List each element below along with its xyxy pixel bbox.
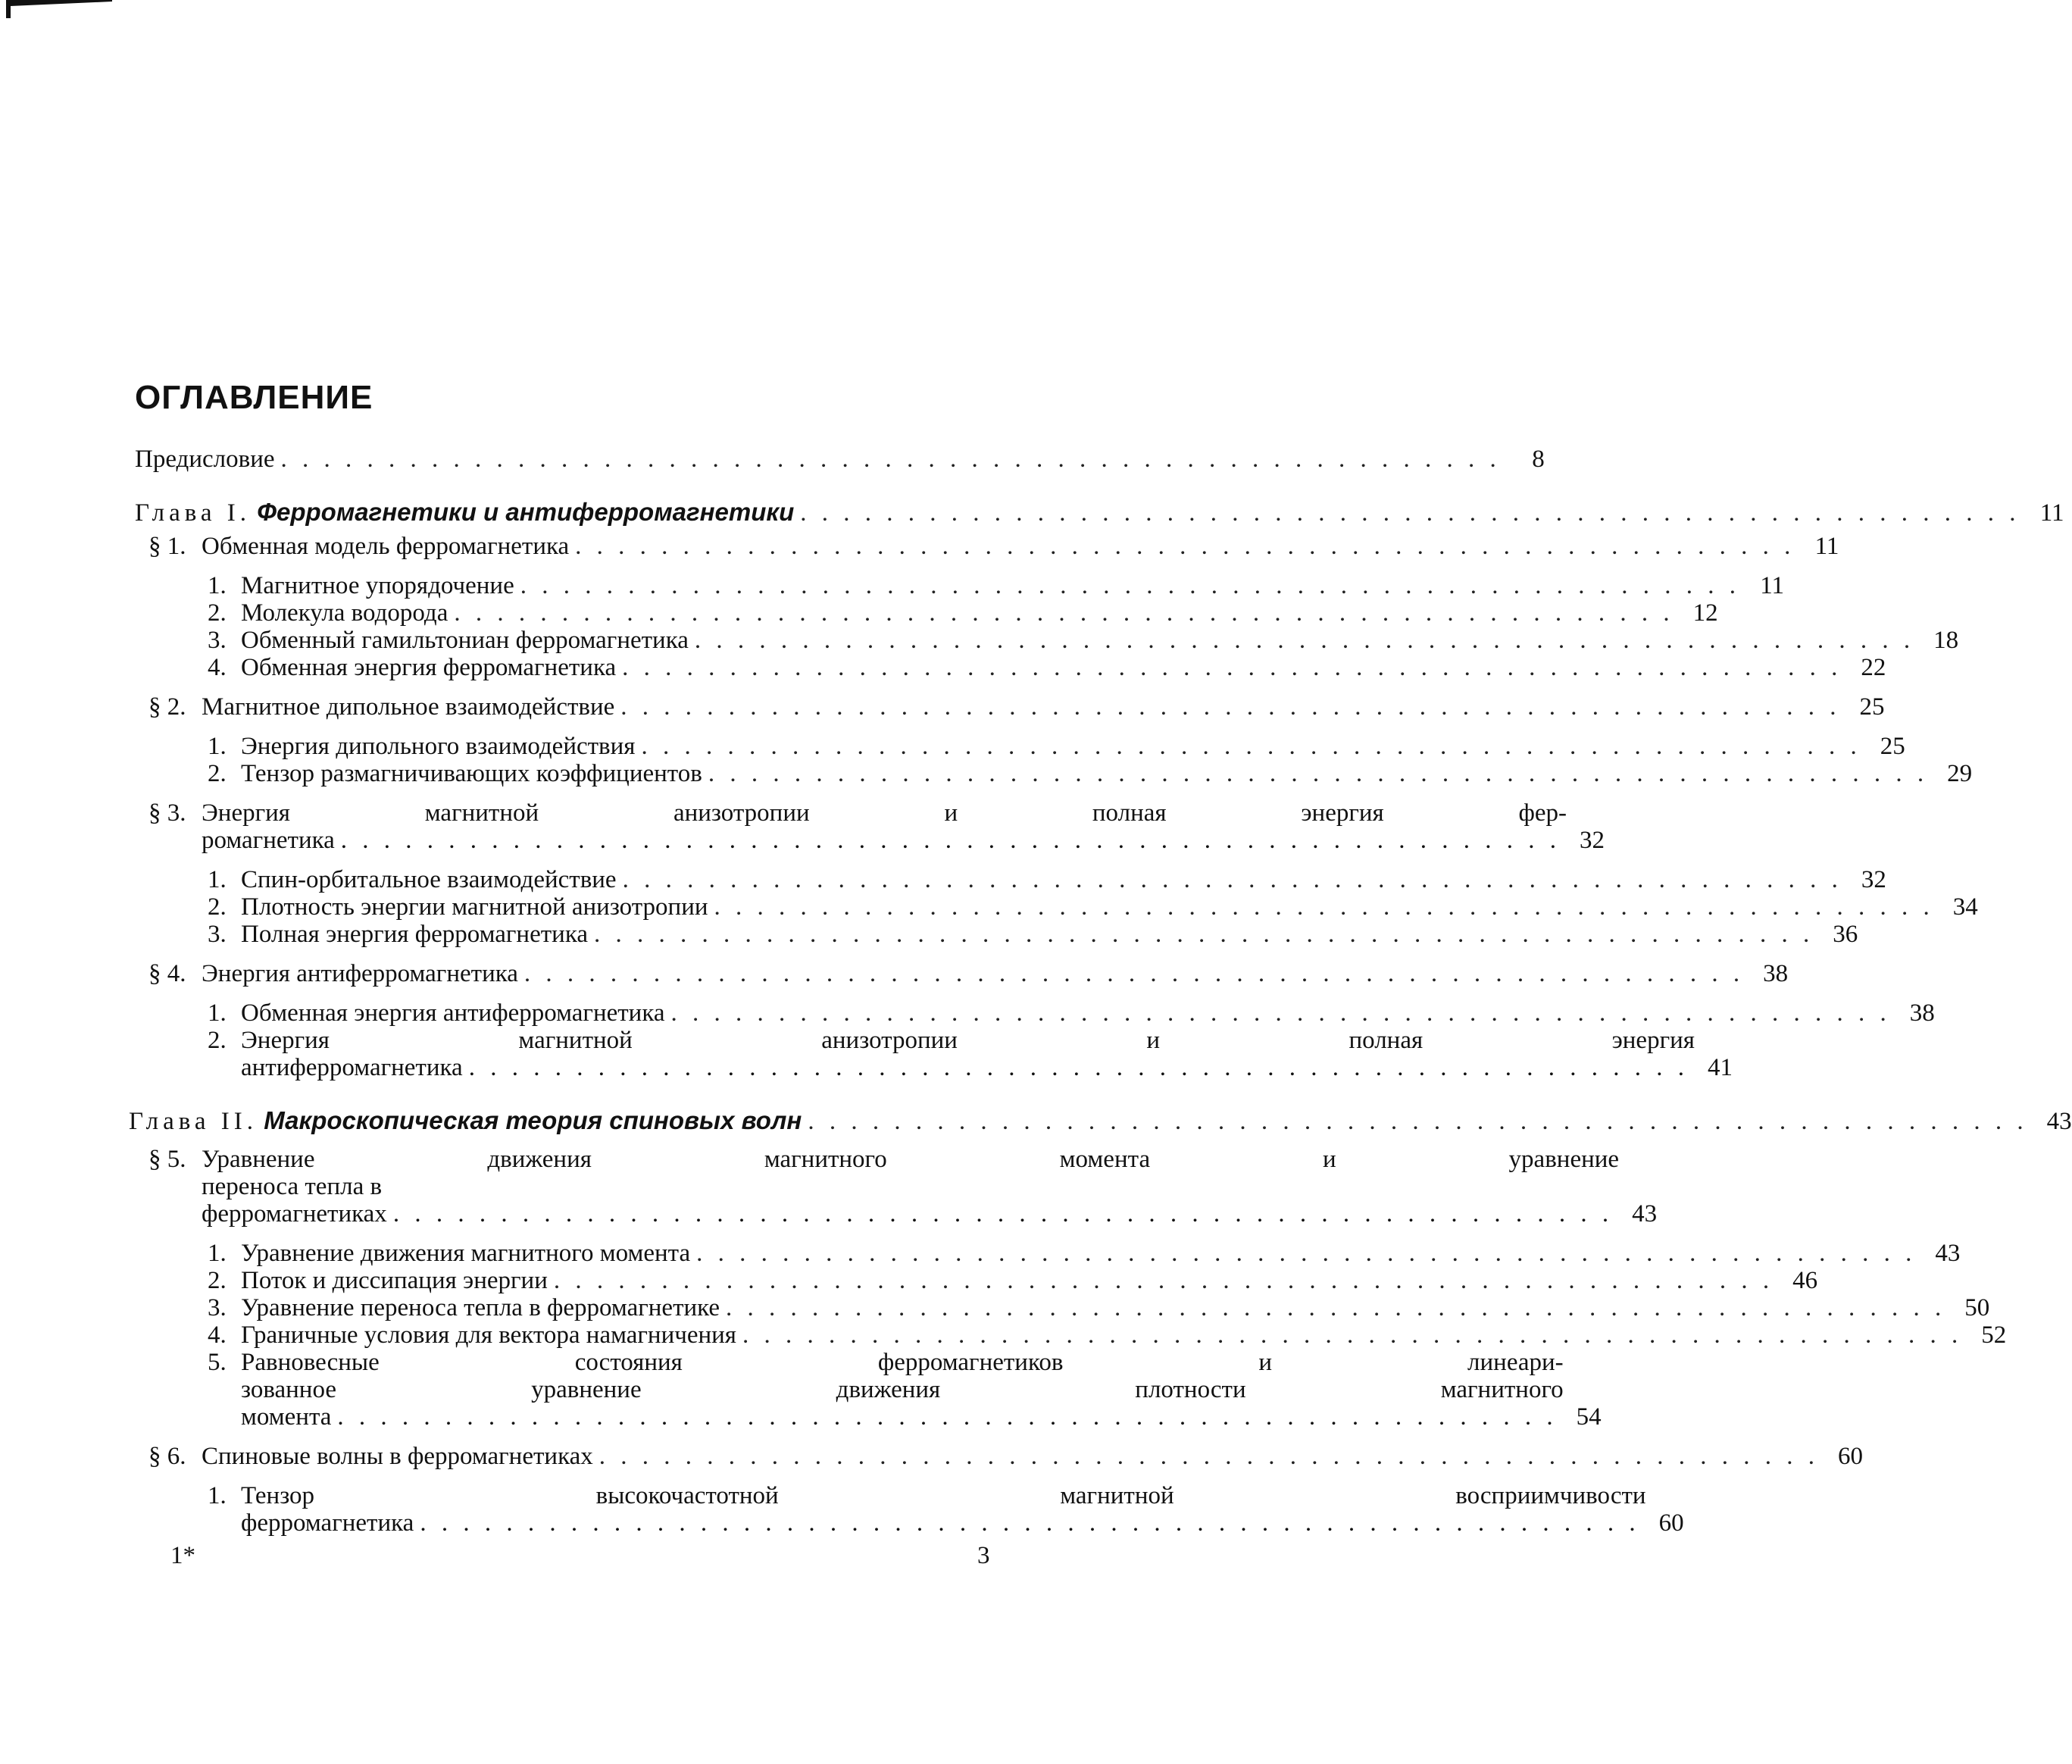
dot-leader: . . . . . . . . . . . . . . . . . . . . . . . . . . . . . . . . . . . . . . . . . . . . . . . . . . . . . . . . . [620,693,1841,721]
page-number: 38 [1909,999,1935,1027]
toc-item[interactable]: 1. Обменная энергия антиферромагнетика . . . . . . . . . . . . . . . . . . . . . . . . . . . . . . . . . . . . . . . . . . . . . . . . . . . . . . . . . 38 [208,999,1935,1027]
dot-leader: . . . . . . . . . . . . . . . . . . . . . . . . . . . . . . . . . . . . . . . . . . . . . . . . . . . . . . . . . [594,921,1814,948]
corner-scan-mark [6,0,112,20]
dot-leader: . . . . . . . . . . . . . . . . . . . . . . . . . . . . . . . . . . . . . . . . . . . . . . . . . . . . . . . . . [622,866,1842,893]
dot-leader: . . . . . . . . . . . . . . . . . . . . . . . . . . . . . . . . . . . . . . . . . . . . . . . . . . . . . . . . . [641,733,1861,760]
toc-item[interactable]: 4. Граничные условия для вектора намагничения . . . . . . . . . . . . . . . . . . . . . . . . . . . . . . . . . . . . . . . . . . . . . . . . . . . . . . . . . 52 [208,1321,2007,1349]
page-number: 32 [1580,827,1605,854]
toc-item[interactable]: 3. Полная энергия ферромагнетика . . . . . . . . . . . . . . . . . . . . . . . . . . . . . . . . . . . . . . . . . . . . . . . . . . . . . . . . . 36 [208,921,1858,948]
section-number: § 4. [148,960,186,987]
toc-item[interactable]: 4. Обменная энергия ферромагнетика . . . . . . . . . . . . . . . . . . . . . . . . . . . . . . . . . . . . . . . . . . . . . . . . . . . . . . . . . 22 [208,654,1886,681]
page-number: 32 [1861,866,1886,893]
page-number: 34 [1952,893,1978,921]
dot-leader: . . . . . . . . . . . . . . . . . . . . . . . . . . . . . . . . . . . . . . . . . . . . . . . . . . . . . . . . . [670,999,1891,1027]
chapter-title: Макроскопическая теория спиновых волн [264,1106,802,1134]
section-title-line2: ромагнетика [202,827,335,854]
section-number: § 5. [148,1146,186,1173]
page-number: 38 [1763,960,1789,987]
toc-chapter-2[interactable] [129,1106,2072,1135]
dot-leader: . . . . . . . . . . . . . . . . . . . . . . . . . . . . . . . . . . . . . . . . . . . . . . . . . . . . . . . . . [696,1240,1917,1267]
page-number: 25 [1880,733,1905,760]
toc-item[interactable]: 2. Тензор размагничивающих коэффициентов . . . . . . . . . . . . . . . . . . . . . . . . . . . . . . . . . . . . . . . . . . . . . . . . . . . . . . . . . 29 [208,760,1973,787]
toc-item[interactable]: 2. Поток и диссипация энергии . . . . . . . . . . . . . . . . . . . . . . . . . . . . . . . . . . . . . . . . . . . . . . . . . . . . . . . . . 46 [208,1267,1818,1294]
toc-item[interactable]: 1. Магнитное упорядочение . . . . . . . . . . . . . . . . . . . . . . . . . . . . . . . . . . . . . . . . . . . . . . . . . . . . . . . . . 11 [208,572,1784,599]
folio-page-number: 3 [977,1542,990,1569]
toc-section-1[interactable] [135,533,1839,560]
page-number: 18 [1933,627,1959,654]
toc-section-5[interactable] [135,1146,1658,1228]
section-number: § 6. [148,1443,186,1470]
section-number: § 3. [148,799,186,827]
entry-label: Предисловие [135,446,275,473]
toc-item[interactable]: 2. Молекула водорода . . . . . . . . . . . . . . . . . . . . . . . . . . . . . . . . . . . . . . . . . . . . . . . . . . . . . . . . . 12 [208,599,1718,627]
toc-item[interactable]: 1. Уравнение движения магнитного момента . . . . . . . . . . . . . . . . . . . . . . . . . . . . . . . . . . . . . . . . . . . . . . . . . . . . . . . . . 43 [208,1240,1961,1267]
section-title: Обменная модель ферромагнетика [202,533,570,560]
dot-leader: . . . . . . . . . . . . . . . . . . . . . . . . . . . . . . . . . . . . . . . . . . . . . . . . . . . . . . . . . [337,1403,1558,1431]
signature-mark: 1* [170,1542,195,1569]
page-number: 25 [1859,693,1885,721]
dot-leader: . . . . . . . . . . . . . . . . . . . . . . . . . . . . . . . . . . . . . . . . . . . . . . . . . . . . . . . . . [523,960,1745,987]
section-number: § 1. [148,533,186,560]
dot-leader: . . . . . . . . . . . . . . . . . . . . . . . . . . . . . . . . . . . . . . . . . . . . . . . . . . . . . . . . . [708,760,1929,787]
toc-entry-preface[interactable] [135,446,1545,473]
page-number: 43 [1935,1240,1961,1267]
dot-leader: . . . . . . . . . . . . . . . . . . . . . . . . . . . . . . . . . . . . . . . . . . . . . . . . . . . . . . . . . [726,1294,1946,1321]
page-number: 43 [2046,1108,2072,1135]
dot-leader: . . . . . . . . . . . . . . . . . . . . . . . . . . . . . . . . . . . . . . . . . . . . . . . . . . . . . . . . . [553,1267,1774,1294]
toc-item[interactable]: 3. Уравнение переноса тепла в ферромагнетике . . . . . . . . . . . . . . . . . . . . . . . . . . . . . . . . . . . . . . . . . . . . . . . . . . . . . . . . . 50 [208,1294,1990,1321]
page-number: 11 [2039,499,2064,527]
page-number: 36 [1833,921,1858,948]
chapter-title: Ферромагнетики и антиферромагнетики [257,498,795,526]
dot-leader: . . . . . . . . . . . . . . . . . . . . . . . . . . . . . . . . . . . . . . . . . . . . . . . . . . . . . . . . . [808,1108,2028,1135]
dot-leader: . . . . . . . . . . . . . . . . . . . . . . . . . . . . . . . . . . . . . . . . . . . . . . . . . . . . . . . . . [392,1200,1614,1228]
toc-chapter-1[interactable] [135,498,2064,527]
toc-item[interactable]: 2. Плотность энергии магнитной анизотропии . . . . . . . . . . . . . . . . . . . . . . . . . . . . . . . . . . . . . . . . . . . . . . . . . . . . . . . . . 34 [208,893,1978,921]
dot-leader: . . . . . . . . . . . . . . . . . . . . . . . . . . . . . . . . . . . . . . . . . . . . . . . . . . . . . . . . . [800,499,2020,527]
dot-leader: . . . . . . . . . . . . . . . . . . . . . . . . . . . . . . . . . . . . . . . . . . . . . . . . . . . . . . . . . [340,827,1561,854]
page-number: 43 [1632,1200,1658,1228]
toc-item[interactable]: 1. Энергия дипольного взаимодействия . . . . . . . . . . . . . . . . . . . . . . . . . . . . . . . . . . . . . . . . . . . . . . . . . . . . . . . . . 25 [208,733,1905,760]
table-of-contents [129,446,2072,1537]
page-number: 50 [1964,1294,1990,1321]
page-title: ОГЛАВЛЕНИЕ [135,379,373,416]
section-number: § 2. [148,693,186,721]
page-number: 46 [1792,1267,1818,1294]
page-number: 11 [1760,572,1784,599]
section-title: Энергия антиферромагнетика [202,960,518,987]
dot-leader: . . . . . . . . . . . . . . . . . . . . . . . . . . . . . . . . . . . . . . . . . . . . . . . . . . . . . . . . . [694,627,1915,654]
toc-item[interactable]: 5. Равновесные состояния ферромагнетиков и линеари- зованное уравнение движения плотности магнитного момента . . . . . . . . . . . . . . . . . . . . . . . . . . . . . . . . . . . . . . . . . . . . . . . . . . . . . . . . . 54 [208,1349,1602,1431]
toc-item[interactable]: 2. Энергия магнитной анизотропии и полная энергия антиферромагнетика . . . . . . . . . . . . . . . . . . . . . . . . . . . . . . . . . . . . . . . . . . . . . . . . . . . . . . . . . 41 [208,1027,1733,1081]
toc-item[interactable]: 3. Обменный гамильтониан ферромагнетика . . . . . . . . . . . . . . . . . . . . . . . . . . . . . . . . . . . . . . . . . . . . . . . . . . . . . . . . . 18 [208,627,1959,654]
section-title-line1: Энергия магнитной анизотропии и полная энергия фер- [202,799,1567,827]
dot-leader: . . . . . . . . . . . . . . . . . . . . . . . . . . . . . . . . . . . . . . . . . . . . . . . . . . . . . . . . . [454,599,1674,627]
dot-leader: . . . . . . . . . . . . . . . . . . . . . . . . . . . . . . . . . . . . . . . . . . . . . . . . . . . . . . . . . [520,572,1740,599]
dot-leader: . . . . . . . . . . . . . . . . . . . . . . . . . . . . . . . . . . . . . . . . . . . . . . . . . . . . . . . . . [714,893,1934,921]
section-title: Спиновые волны в ферромагнетиках [202,1443,593,1470]
page-number: 8 [1532,446,1545,473]
section-title-line1: Уравнение движения магнитного момента и уравнение [202,1146,1620,1173]
toc-section-2[interactable] [135,693,1885,721]
page-number: 41 [1707,1054,1733,1081]
dot-leader: . . . . . . . . . . . . . . . . . . . . . . . . . . . . . . . . . . . . . . . . . . . . . . . . . . . . . . . . . [622,654,1842,681]
toc-section-4[interactable] [135,960,1789,987]
dot-leader: . . . . . . . . . . . . . . . . . . . . . . . . . . . . . . . . . . . . . . . . . . . . . . . . . . . . . . . . . [468,1054,1689,1081]
dot-leader: . . . . . . . . . . . . . . . . . . . . . . . . . . . . . . . . . . . . . . . . . . . . . . . . . . . . . . . . . [280,446,1501,473]
page-number: 22 [1861,654,1886,681]
toc-item[interactable]: 1. Тензор высокочастотной магнитной восприимчивости ферромагнетика . . . . . . . . . . . . . . . . . . . . . . . . . . . . . . . . . . . . . . . . . . . . . . . . . . . . . . . . . 60 [208,1482,1684,1537]
page-number: 11 [1814,533,1839,560]
dot-leader: . . . . . . . . . . . . . . . . . . . . . . . . . . . . . . . . . . . . . . . . . . . . . . . . . . . . . . . . . [742,1321,1963,1349]
chapter-prefix: Глава II. [129,1108,258,1135]
toc-section-3[interactable] [135,799,1605,854]
page-number: 60 [1658,1509,1684,1537]
chapter-prefix: Глава I. [135,499,251,527]
page-number: 60 [1838,1443,1864,1470]
dot-leader: . . . . . . . . . . . . . . . . . . . . . . . . . . . . . . . . . . . . . . . . . . . . . . . . . . . . . . . . . [575,533,1795,560]
section-title: Магнитное дипольное взаимодействие [202,693,615,721]
toc-section-6[interactable] [135,1443,1864,1470]
page-number: 54 [1576,1403,1602,1431]
dot-leader: . . . . . . . . . . . . . . . . . . . . . . . . . . . . . . . . . . . . . . . . . . . . . . . . . . . . . . . . . [598,1443,1820,1470]
page-number: 29 [1947,760,1973,787]
section-title-line2: переноса тепла в ферромагнетиках [202,1173,387,1228]
toc-item[interactable]: 1. Спин-орбитальное взаимодействие . . . . . . . . . . . . . . . . . . . . . . . . . . . . . . . . . . . . . . . . . . . . . . . . . . . . . . . . . 32 [208,866,1886,893]
dot-leader: . . . . . . . . . . . . . . . . . . . . . . . . . . . . . . . . . . . . . . . . . . . . . . . . . . . . . . . . . [420,1509,1640,1537]
page-number: 52 [1981,1321,2007,1349]
page-number: 12 [1692,599,1718,627]
